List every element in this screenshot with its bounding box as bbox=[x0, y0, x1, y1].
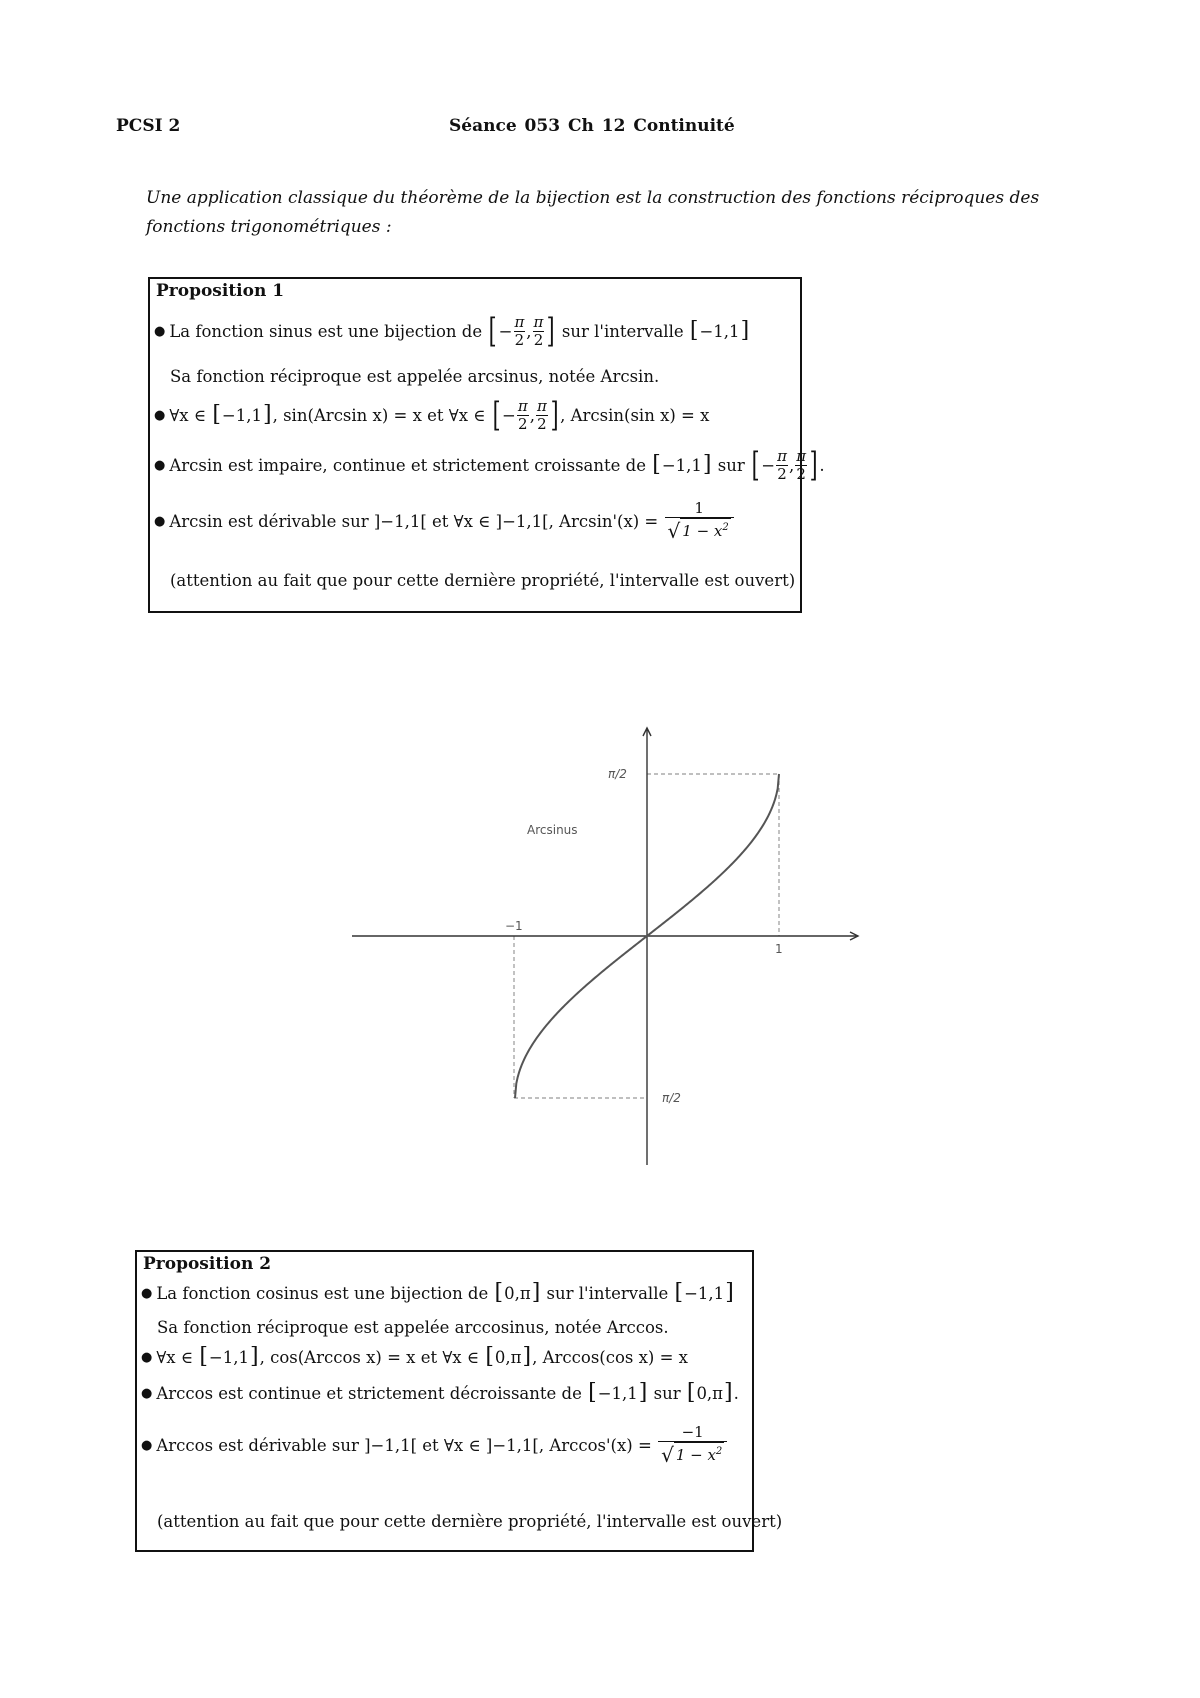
prop2-note: (attention au fait que pour cette dernière propriété, l'intervalle est ouvert) bbox=[157, 1512, 783, 1531]
prop2-line-reciprocal: Sa fonction réciproque est appelée arccosinus, notée Arccos. bbox=[157, 1318, 669, 1337]
intro-paragraph: Une application classique du théorème de la bijection est la construction des fonctions réciproques des fonctions trigonométriques : bbox=[146, 188, 1040, 237]
fraction-pi-over-2: $\frac{\pi}{2}$ bbox=[514, 312, 525, 349]
prop2-l3-a: ∀x ∈ bbox=[156, 1347, 194, 1367]
fraction-pi-over-2: $\frac{\pi}{2}$ bbox=[536, 396, 547, 433]
fraction-pi-over-2: $\frac{\pi}{2}$ bbox=[796, 446, 807, 483]
header-session: Séance 053 Ch 12 Continuité bbox=[449, 116, 735, 136]
prop1-line-monotonic: ● Arcsin est impaire, continue et strictement croissante de [ −1,1 ] sur [ − $\frac{\pi}{2}$ , $\frac{\pi}{2}$ ] . bbox=[154, 445, 825, 485]
label-one: 1 bbox=[775, 942, 783, 956]
prop1-line-bijection: ● La fonction sinus est une bijection de [ − $\frac{\pi}{2}$ , $\frac{\pi}{2}$ ] sur l'intervalle [ −1,1 ] bbox=[154, 311, 750, 351]
prop1-note: (attention au fait que pour cette dernière propriété, l'intervalle est ouvert) bbox=[170, 571, 796, 590]
prop2-l1-text: La fonction cosinus est une bijection de bbox=[156, 1283, 489, 1303]
prop1-l3-c: , Arcsin(sin x) = x bbox=[560, 405, 710, 425]
proposition-2-box bbox=[135, 1250, 783, 1552]
interval-minus-one-one: −1,1 bbox=[684, 1283, 725, 1303]
prop1-l4-sur: sur bbox=[717, 455, 745, 475]
prop2-line-composition: ● ∀x ∈ [ −1,1 ] , cos(Arccos x) = x et ∀x ∈ [ 0,π ] , Arccos(cos x) = x bbox=[141, 1344, 688, 1369]
prop1-l3-b: , sin(Arcsin x) = x et ∀x ∈ bbox=[272, 405, 486, 425]
arcsinus-graph bbox=[340, 720, 870, 1170]
prop1-line-derivative: ● Arcsin est dérivable sur ]−1,1[ et ∀x ∈ ]−1,1[, Arcsin'(x) = 1 √ $1 - x^2$ bbox=[154, 497, 735, 545]
label-pi-over-2-bottom: π/2 bbox=[662, 1091, 681, 1105]
interval-minus-one-one: −1,1 bbox=[597, 1383, 638, 1403]
prop2-l3-c: , Arccos(cos x) = x bbox=[532, 1347, 688, 1367]
label-arcsinus: Arcsinus bbox=[527, 823, 578, 837]
prop1-l1-text: La fonction sinus est une bijection de bbox=[169, 321, 483, 341]
prop1-l1-text2: sur l'intervalle bbox=[561, 321, 684, 341]
interval-minus-one-one: −1,1 bbox=[208, 1347, 249, 1367]
fraction-pi-over-2: $\frac{\pi}{2}$ bbox=[533, 312, 544, 349]
label-pi-over-2-top: π/2 bbox=[608, 767, 627, 781]
prop1-line-composition: ● ∀x ∈ [ −1,1 ] , sin(Arcsin x) = x et ∀x ∈ [ − $\frac{\pi}{2}$ , $\frac{\pi}{2}$ ] , Arcsin(sin x) = x bbox=[154, 395, 710, 435]
prop2-l5-text: Arccos est dérivable sur ]−1,1[ et ∀x ∈ ]−1,1[, Arccos'(x) = bbox=[156, 1435, 652, 1455]
fraction-pi-over-2: $\frac{\pi}{2}$ bbox=[777, 446, 787, 483]
proposition-1-box bbox=[148, 277, 825, 613]
prop2-l4-sur: sur bbox=[653, 1383, 681, 1403]
prop1-l3-a: ∀x ∈ bbox=[169, 405, 207, 425]
prop2-l3-b: , cos(Arccos x) = x et ∀x ∈ bbox=[259, 1347, 480, 1367]
prop1-l4-text: Arcsin est impaire, continue et strictement croissante de bbox=[169, 455, 646, 475]
prop2-line-bijection: ● La fonction cosinus est une bijection de [ 0,π ] sur l'intervalle [ −1,1 ] bbox=[141, 1280, 734, 1305]
derivative-fraction: −1 √ $1 - x^2$ bbox=[658, 1424, 727, 1466]
header-class: PCSI 2 bbox=[116, 116, 181, 136]
prop2-line-monotonic: ● Arccos est continue et strictement décroissante de [ −1,1 ] sur [ 0,π ] . bbox=[141, 1380, 739, 1405]
prop1-l5-text: Arcsin est dérivable sur ]−1,1[ et ∀x ∈ ]−1,1[, Arcsin'(x) = bbox=[169, 511, 659, 531]
minus-sign: − bbox=[498, 321, 513, 341]
interval-minus-one-one: −1,1 bbox=[221, 405, 262, 425]
proposition-2-title: Proposition 2 bbox=[143, 1254, 272, 1274]
prop2-line-derivative: ● Arccos est dérivable sur ]−1,1[ et ∀x ∈ ]−1,1[, Arccos'(x) = −1 √ $1 - x^2$ bbox=[141, 1420, 728, 1470]
prop2-l4-text: Arccos est continue et strictement décroissante de bbox=[156, 1383, 582, 1403]
interval-minus-one-one: −1,1 bbox=[699, 321, 740, 341]
prop1-line-reciprocal: Sa fonction réciproque est appelée arcsinus, notée Arcsin. bbox=[170, 367, 660, 386]
interval-zero-pi: 0,π bbox=[504, 1283, 531, 1303]
proposition-1-title: Proposition 1 bbox=[156, 281, 285, 301]
fraction-pi-over-2: $\frac{\pi}{2}$ bbox=[517, 396, 528, 433]
interval-zero-pi: 0,π bbox=[494, 1347, 522, 1367]
interval-minus-one-one: −1,1 bbox=[661, 455, 702, 475]
prop2-l1-text2: sur l'intervalle bbox=[546, 1283, 669, 1303]
label-minus-one: −1 bbox=[505, 919, 523, 933]
interval-zero-pi: 0,π bbox=[696, 1383, 724, 1403]
derivative-fraction: 1 √ $1 - x^2$ bbox=[665, 500, 734, 542]
